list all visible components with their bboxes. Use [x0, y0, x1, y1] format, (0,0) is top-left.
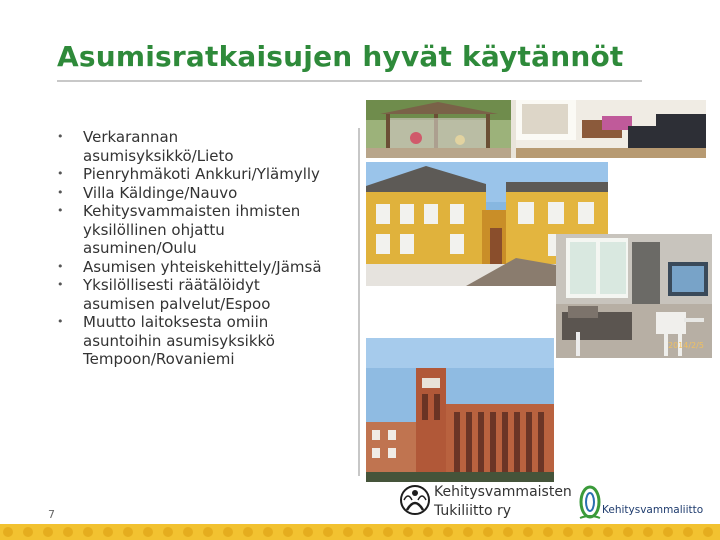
photo-living-room-tv — [556, 234, 712, 358]
bullet-line: asumisen palvelut/Espoo — [83, 294, 271, 313]
photo-date-stamp: 2014/2/5 — [668, 341, 704, 350]
bullet-line: Tempoon/Rovaniemi — [83, 350, 235, 368]
bullet-item — [57, 165, 357, 184]
photo-gazebo-living-room — [366, 100, 706, 158]
bullet-line: yksilöllinen ohjattu — [83, 220, 225, 239]
bullet-list — [57, 128, 357, 369]
tukiliitto-logo — [398, 482, 572, 524]
tukiliitto-line2: Tukiliitto ry — [434, 503, 511, 519]
bullet-line: asuminen/Oulu — [83, 239, 197, 257]
bullet-line: Verkarannan — [83, 128, 179, 146]
photo-brick-tower-building — [366, 338, 554, 482]
bullet-line: asuntoihin asumisyksikkö — [83, 331, 275, 350]
slide-title: Asumisratkaisujen hyvät käytännöt — [57, 40, 624, 73]
tukiliitto-line1: Kehitysvammaisten — [434, 484, 572, 500]
bullet-item — [57, 184, 357, 203]
bullet-dot: • — [57, 259, 64, 273]
bullet-item — [57, 258, 357, 277]
bottom-bar-pattern — [0, 524, 720, 540]
bullet-line: Pienryhmäkoti Ankkuri/Ylämylly — [83, 165, 320, 183]
bullet-line: Kehitysvammaisten ihmisten — [83, 202, 301, 220]
bullet-line: Muutto laitoksesta omiin — [83, 313, 269, 331]
bullet-dot: • — [57, 278, 64, 291]
bullet-dot: • — [57, 315, 64, 328]
kehitysvammaliitto-logo — [576, 484, 712, 524]
kehitysvammaliitto-name: Kehitysvammaliitto — [602, 504, 704, 516]
tukiliitto-emblem-icon — [398, 482, 432, 522]
vertical-divider — [358, 128, 360, 476]
bullet-item — [57, 202, 357, 258]
bullet-line: asumisyksikkö/Lieto — [83, 146, 234, 165]
page-number: 7 — [48, 508, 55, 521]
bullet-item — [57, 128, 357, 165]
bullet-item — [57, 313, 357, 369]
title-underline — [57, 80, 642, 82]
bullet-dot: • — [57, 167, 64, 180]
bullet-dot: • — [57, 130, 64, 143]
bullet-dot: • — [57, 185, 64, 199]
bottom-accent-bar — [0, 524, 720, 540]
bullet-line: Villa Käldinge/Nauvo — [83, 183, 238, 202]
bullet-line: Asumisen yhteiskehittely/Jämsä — [83, 257, 322, 276]
kehitysvammaliitto-emblem-icon — [576, 484, 604, 522]
bullet-line: Yksilöllisesti räätälöidyt — [83, 276, 260, 294]
bullet-item — [57, 276, 357, 313]
bullet-dot: • — [57, 204, 64, 217]
